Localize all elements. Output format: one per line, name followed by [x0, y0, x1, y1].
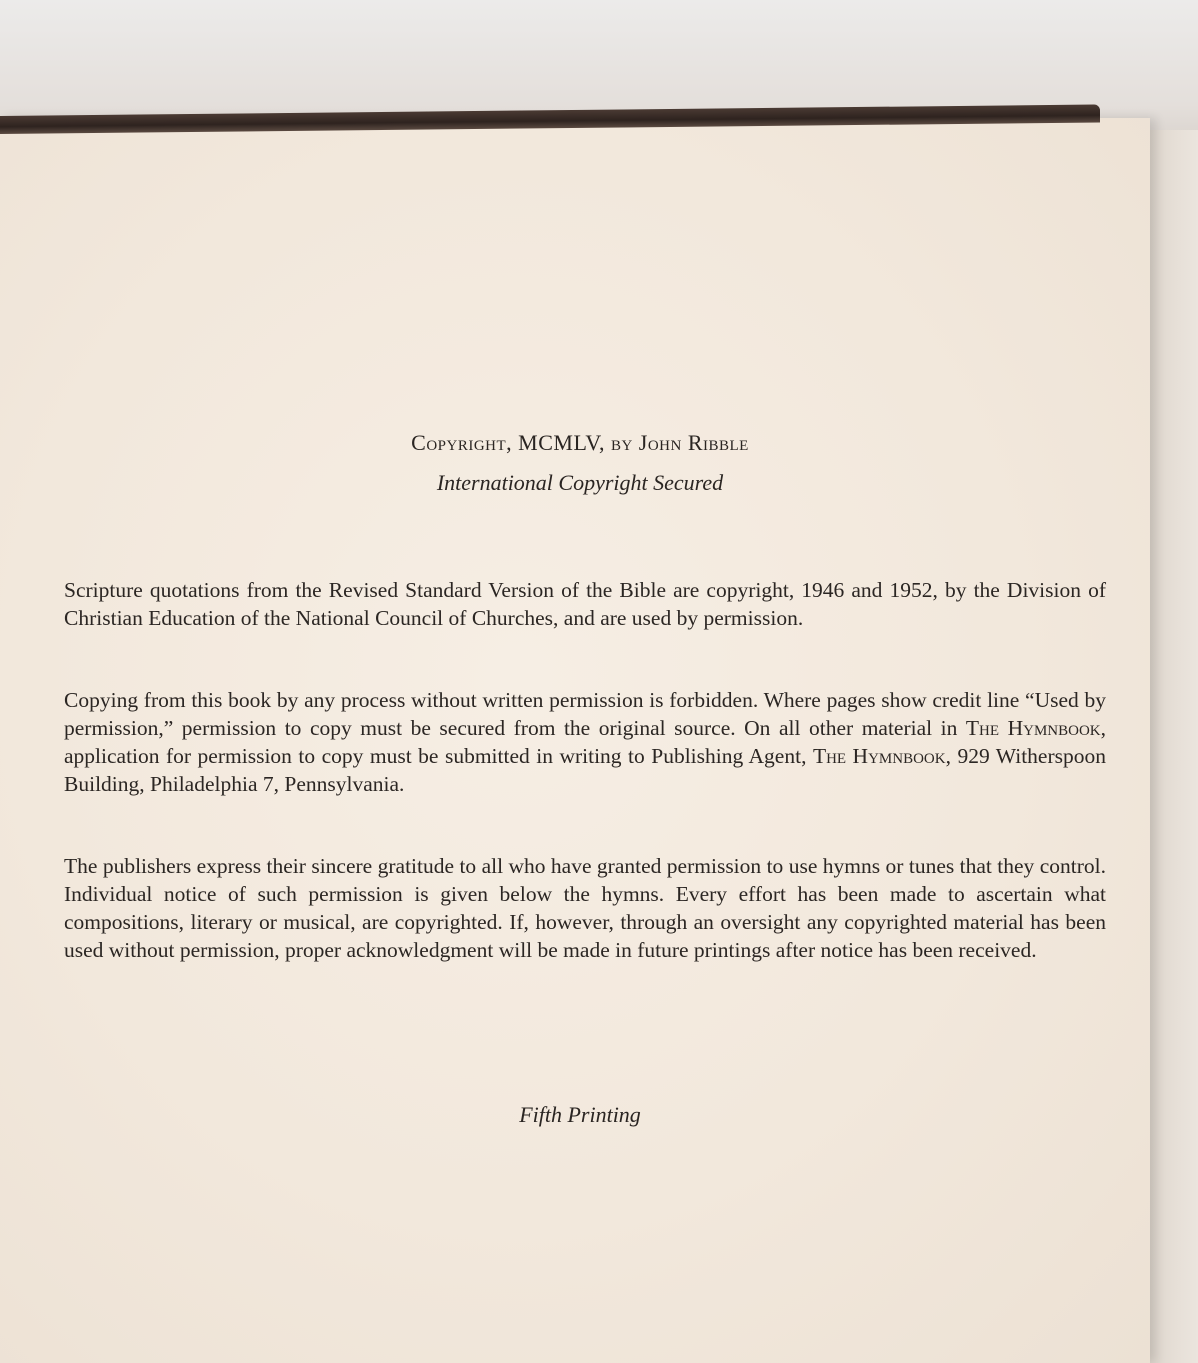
hymnbook-title-2: The Hymnbook	[812, 744, 946, 768]
copyright-prefix: Copyright	[411, 430, 507, 455]
copying-paragraph	[64, 686, 1106, 798]
international-copyright-secured: International Copyright Secured	[436, 470, 724, 495]
scripture-paragraph: Scripture quotations from the Revised Standard Version of the Bible are copyright, 1946 and 1952, by the Division of Christian Education of the National Council of Churches, and are used by permission.	[64, 578, 1106, 630]
copying-text-3: , 929 Witherspoon Building, Philadelphia 7, Pennsylvania.	[64, 744, 1106, 796]
page-stack-edge	[1150, 130, 1198, 1363]
copyright-sep-1: ,	[506, 430, 519, 455]
copyright-year: MCMLV	[518, 430, 599, 455]
copyright-by: by	[610, 430, 633, 455]
copyright-sep-2: ,	[598, 430, 611, 455]
printing-edition: Fifth Printing	[519, 1102, 641, 1127]
gratitude-paragraph: The publishers express their sincere gratitude to all who have granted permission to use hymns or tunes that they control. Individual notice of such permission is given below the hymns. Every effort has been made to ascertain what compositions, literary or musical, are copyrighted. If, however, through an oversight any copyrighted material has been used without permission, proper acknowledgment will be made in future printings after notice has been received.	[64, 854, 1106, 962]
hymnbook-title-1: The Hymnbook	[965, 716, 1101, 740]
copying-text-2: , application for permission to copy must be submitted in writing to Publishing Agent,	[64, 716, 1106, 768]
copying-text-1: Copying from this book by any process without written permission is forbidden. Where pages show credit line “Used by permission,” permission to copy must be secured from the original source. On all other material in	[64, 688, 1106, 740]
copyright-author: John Ribble	[638, 430, 749, 455]
copyright-line	[0, 430, 1160, 456]
